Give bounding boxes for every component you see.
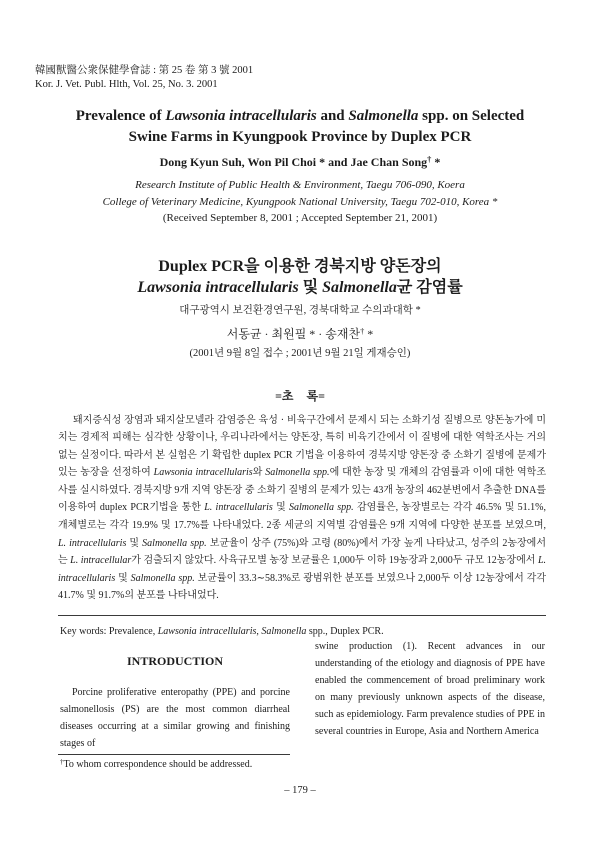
- english-title-line-1: [30, 106, 570, 127]
- abstract-divider: [58, 615, 546, 616]
- footnote-divider: [58, 754, 290, 755]
- journal-citation: Kor. J. Vet. Publ. Hlth, Vol. 25, No. 3. 2001: [35, 79, 218, 90]
- text-run: 감염률은, 농장별로는 각각 46.5% 및 51.1%, 개체별로는 각각 19.9% 및 17.7%를 나타내었다. 2종 세균의 지역별 감염률은 9개 지역에 다양한 분포를 보였으며,: [58, 502, 546, 532]
- text-run: 보균률이 33.3∼58.3%로 광범위한 분포를 보였으나 2,000두 이상 12농장에서 각각 41.7% 및 91.7%의 분포를 나타내었다.: [58, 572, 546, 602]
- text-run: Prevalence of: [75, 108, 166, 124]
- text-run: To whom correspondence should be addressed.: [63, 759, 253, 771]
- text-run: 돼지증식성 장염과 돼지살모넬라 감염증은 육성 · 비육구간에서 문제시 되는 소화기성 질병으로 양돈농가에 미치는 경제적 피해는 심각한 상황이나, 우리나라에서는 양돈장, 특히 비육기간에서 이 질병에 대한 역학조사는 거의 없는 실정이다. 따라서 본 실험은 기 확립한 duplex PCR 기법을 이용하여 경북지방 양돈장 중 소화기 질병에 문제가 있는 농장을 선정하여: [58, 414, 546, 479]
- superscript-mark: †: [60, 757, 64, 766]
- english-title-line-2: [30, 127, 570, 148]
- english-authors: [0, 154, 600, 170]
- superscript-mark: †: [427, 155, 432, 165]
- text-run: 에 대한 농장 및 개체의 감염률과 이에 대한 역학조사를 실시하였다. 경북지방 9개 지역 양돈장 중 소화기 질병의 문제가 있는 43개 농장의 462분변에서 추출한 DNA를 이용하여 duplex PCR기법을 통한: [58, 467, 546, 514]
- italic-term: Lawsonia intracellularis: [153, 467, 253, 479]
- text-run: spp. on Selected: [418, 108, 525, 124]
- italic-term: L. intracellularis: [58, 537, 127, 549]
- text-run: 보균율이 상주 (75%)와 고령 (80%)에서 가장 높게 나타났고, 성주의 2농장에서는: [58, 537, 546, 567]
- italic-term: Lawsonia intracellularis: [137, 278, 299, 296]
- body-columns: [60, 638, 545, 752]
- korean-authors: [0, 325, 600, 343]
- text-run: *: [431, 155, 441, 169]
- left-column: [60, 638, 290, 752]
- introduction-paragraph: Porcine proliferative enteropathy (PPE) and porcine salmonellosis (PS) are the most common diarrheal diseases occurring at a similar growing and finishing stages of: [60, 687, 290, 750]
- italic-term: L. intracellularis: [58, 555, 546, 584]
- english-received-dates: (Received September 8, 2001 ; Accepted September 21, 2001): [162, 212, 438, 224]
- text-run: 균 감염률: [396, 278, 463, 296]
- italic-term: Salmonella spp.: [265, 467, 330, 479]
- right-column: [315, 638, 545, 752]
- journal-header: [35, 64, 600, 92]
- text-run: and: [316, 108, 349, 124]
- text-run: 및: [298, 278, 323, 296]
- english-title: [0, 106, 600, 148]
- korean-title: [0, 256, 600, 298]
- text-run: spp., Duplex PCR.: [306, 626, 384, 638]
- italic-term: Salmonella: [322, 278, 397, 296]
- abstract-heading: =초 록=: [275, 388, 325, 403]
- text-run: ,: [256, 626, 262, 638]
- text-run: 및: [115, 572, 131, 584]
- text-run: Duplex PCR을 이용한 경북지방 양돈장의: [158, 257, 442, 275]
- introduction-paragraph-continued: swine production (1). Recent advances in our understanding of the etiology and diagnosis of PPE have enabled the commencement of broad preliminary work on many previously unknown aspects of the disease, such as epidemiology. Farm prevalence studies of PPE in several countries in Europe, Asia and Northern America: [315, 641, 545, 738]
- italic-term: Salmonella: [348, 108, 419, 124]
- italic-term: Salmonella: [261, 626, 307, 638]
- affiliation-line-1: [0, 177, 600, 194]
- text-run: *: [364, 326, 374, 341]
- affiliation-line-2: [0, 194, 600, 211]
- text-run: Dong Kyun Suh, Won Pil Choi * and Jae Chan Song: [159, 155, 428, 169]
- italic-term: L. intracellular: [70, 555, 132, 567]
- english-affiliations: [0, 177, 600, 210]
- text-run: 가 검출되지 않았다. 사육규모별 농장 보균률은 1,000두 이하 19농장과 2,000두 규모 12농장에서: [131, 555, 538, 567]
- korean-affiliation: 대구광역시 보건환경연구원, 경북대학교 수의과대학 *: [179, 304, 421, 316]
- abstract-body: [58, 412, 546, 606]
- italic-term: Salmonella spp.: [130, 572, 195, 584]
- keywords-line: [60, 625, 546, 638]
- correspondence-footnote: [60, 758, 600, 772]
- superscript-mark: †: [360, 326, 365, 336]
- italic-term: Research Institute of Public Health & Environment, Taegu 706-090, Koera: [135, 179, 465, 191]
- italic-term: Lawsonia intracellularis: [165, 108, 317, 124]
- text-run: 와: [252, 467, 266, 479]
- korean-received-dates: (2001년 9월 8일 접수 ; 2001년 9월 21일 게재승인): [189, 347, 411, 359]
- text-run: Key words: Prevalence,: [60, 626, 158, 638]
- text-run: 및: [126, 537, 143, 549]
- italic-term: College of Veterinary Medicine, Kyungpook National University, Taegu 702-010, Korea *: [102, 195, 498, 208]
- text-run: 및: [272, 502, 290, 514]
- text-run: Swine Farms in Kyungpook Province by Duplex PCR: [128, 129, 472, 145]
- korean-title-line-1: [0, 256, 600, 277]
- journal-name-hanja: 韓國獸醫公衆保健學會誌 : 第 25 卷 第 3 號 2001: [35, 65, 254, 76]
- korean-title-line-2: [0, 277, 600, 298]
- italic-term: L. intracellularis: [204, 502, 273, 514]
- italic-term: Salmonella spp.: [289, 502, 354, 514]
- italic-term: Lawsonia intracellularis: [157, 626, 257, 638]
- page-number: – 179 –: [284, 785, 316, 797]
- italic-term: Salmonella spp.: [142, 537, 207, 549]
- section-heading-introduction: INTRODUCTION: [126, 654, 223, 669]
- text-run: 서동균 · 최원필 * · 송재찬: [226, 326, 361, 341]
